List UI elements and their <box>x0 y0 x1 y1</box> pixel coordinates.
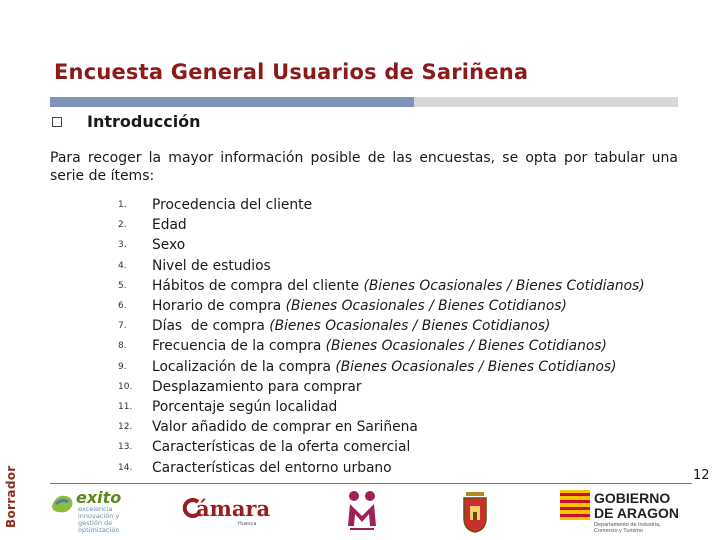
item-text <box>152 379 362 395</box>
exito-logo-icon <box>50 492 76 514</box>
item-text <box>152 359 617 375</box>
item-label: Procedencia del cliente <box>152 197 313 214</box>
list-item <box>118 296 645 316</box>
item-label: Sexo <box>152 237 186 254</box>
item-number: 10. <box>118 381 133 392</box>
aragon-wordmark <box>594 491 679 521</box>
item-text <box>152 258 271 274</box>
item-number: 12. <box>118 422 133 433</box>
item-number: 5. <box>118 280 127 291</box>
item-label: Hábitos de compra del cliente <box>152 277 364 294</box>
list-item <box>118 276 645 296</box>
item-label: Valor añadido de comprar en Sariñena <box>152 419 418 436</box>
aragon-line-1: GOBIERNO <box>594 490 671 506</box>
item-number: 2. <box>118 220 127 231</box>
list-item <box>118 195 645 215</box>
item-qualifier: (Bienes Ocasionales / Bienes Cotidianos) <box>269 318 551 335</box>
item-label: Nivel de estudios <box>152 257 271 274</box>
sarinena-shield-logo <box>460 488 490 536</box>
camara-subtitle: Huesca <box>238 521 257 527</box>
item-text <box>152 399 337 415</box>
item-text <box>152 217 187 233</box>
item-number: 3. <box>118 240 127 251</box>
exito-logo <box>48 488 134 536</box>
item-label: Días de compra <box>152 318 270 335</box>
slide-title: Encuesta General Usuarios de Sariñena <box>54 60 529 84</box>
comarca-logo <box>344 488 380 536</box>
list-item <box>118 417 645 437</box>
title-underline-accent <box>50 97 414 107</box>
item-text <box>152 439 410 455</box>
list-item <box>118 437 645 457</box>
list-item <box>118 377 645 397</box>
item-text <box>152 318 550 334</box>
item-qualifier: (Bienes Ocasionales / Bienes Cotidianos) <box>335 358 617 375</box>
aragon-department: Departamento de Industria, Comercio y Turismo <box>594 522 661 534</box>
camara-wordmark: ámara <box>196 496 271 521</box>
items-list <box>118 195 645 478</box>
item-label: Edad <box>152 217 187 234</box>
item-qualifier: (Bienes Ocasionales / Bienes Cotidianos) <box>363 277 645 294</box>
item-text <box>152 460 392 476</box>
comarca-m-logo-icon <box>344 488 380 532</box>
list-item <box>118 316 645 336</box>
footer-divider <box>50 483 692 484</box>
item-text <box>152 419 418 435</box>
item-text <box>152 278 645 294</box>
item-text <box>152 298 567 314</box>
item-number: 13. <box>118 442 133 453</box>
list-item <box>118 457 645 477</box>
camara-logo <box>180 488 280 528</box>
intro-paragraph: Para recoger la mayor información posible de las encuestas, se opta por tabular una serie de ítems: <box>50 150 678 184</box>
gobierno-aragon-logo <box>560 488 680 536</box>
list-item <box>118 336 645 356</box>
item-label: Horario de compra <box>152 298 286 315</box>
section-heading: Introducción <box>87 112 201 131</box>
item-qualifier: (Bienes Ocasionales / Bienes Cotidianos) <box>285 298 567 315</box>
item-number: 6. <box>118 301 127 312</box>
list-item <box>118 357 645 377</box>
item-number: 1. <box>118 200 127 211</box>
item-number: 7. <box>118 321 127 332</box>
item-number: 14. <box>118 462 133 473</box>
item-text <box>152 197 312 213</box>
item-number: 9. <box>118 361 127 372</box>
list-item <box>118 397 645 417</box>
item-label: Desplazamiento para comprar <box>152 378 362 395</box>
item-number: 11. <box>118 401 133 412</box>
draft-watermark: Borrador <box>4 465 18 528</box>
aragon-line-2: DE ARAGON <box>594 505 680 521</box>
square-bullet-icon <box>52 117 62 127</box>
item-text <box>152 237 185 253</box>
item-label: Frecuencia de la compra <box>152 338 326 355</box>
page-number: 12 <box>693 468 710 483</box>
item-number: 8. <box>118 341 127 352</box>
exito-wordmark: exito <box>76 488 122 507</box>
list-item <box>118 235 645 255</box>
town-shield-icon <box>460 488 490 534</box>
item-label: Características del entorno urbano <box>152 459 392 476</box>
list-item <box>118 256 645 276</box>
exito-tagline: excelencia innovación y gestión de optimización <box>78 505 120 534</box>
item-label: Características de la oferta comercial <box>152 439 411 456</box>
item-label: Porcentaje según localidad <box>152 398 338 415</box>
item-label: Localización de la compra <box>152 358 336 375</box>
list-item <box>118 215 645 235</box>
item-number: 4. <box>118 260 127 271</box>
item-text <box>152 338 607 354</box>
item-qualifier: (Bienes Ocasionales / Bienes Cotidianos) <box>325 338 607 355</box>
aragon-flag-icon <box>560 490 590 520</box>
